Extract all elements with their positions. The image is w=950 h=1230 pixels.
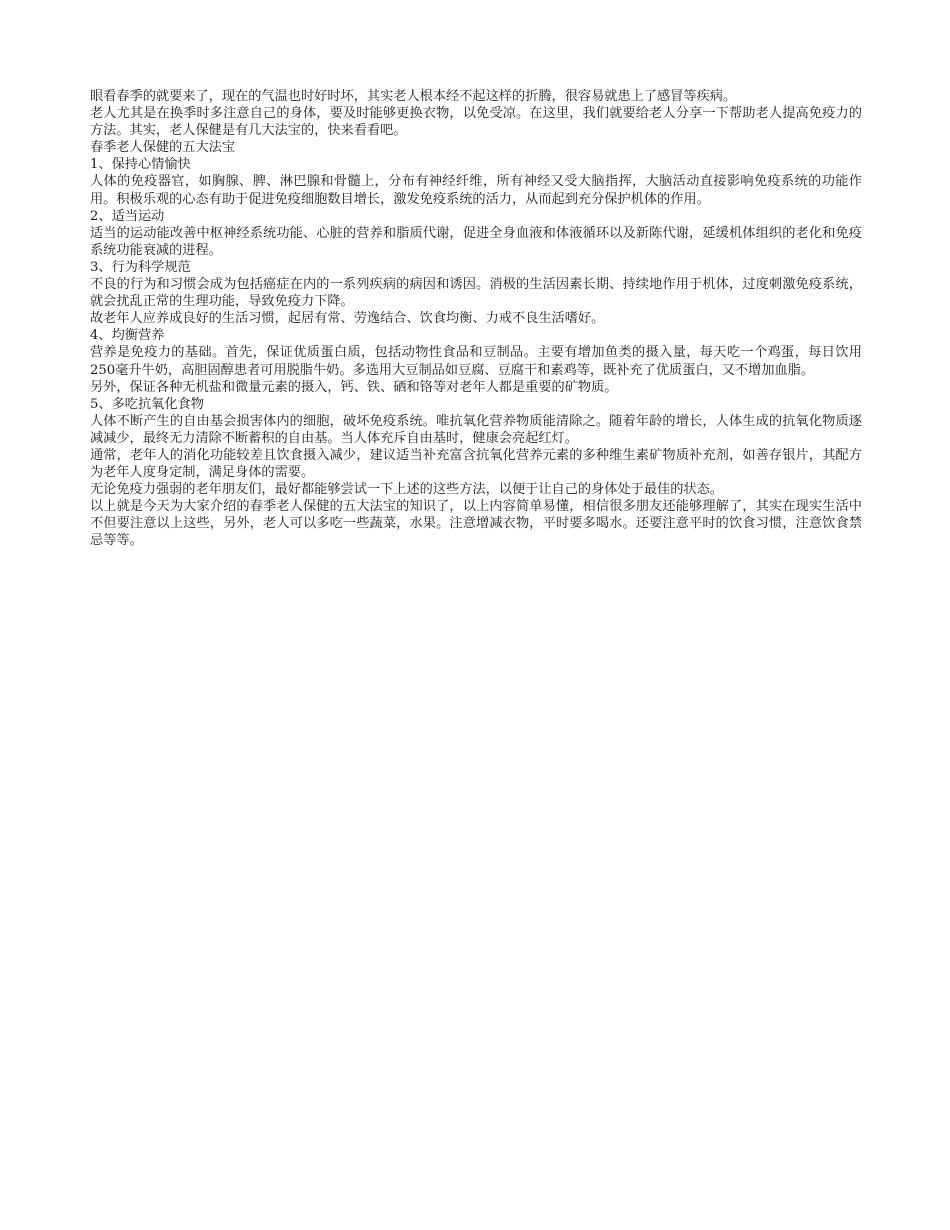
intro-paragraph: 眼看春季的就要来了，现在的气温也时好时坏，其实老人根本经不起这样的折腾，很容易就患上了感冒等疾病。	[90, 89, 737, 104]
section-paragraph: 人体的免疫器官，如胸腺、脾、淋巴腺和骨髓上，分布有神经纤维，所有神经又受大脑指挥，大脑活动直接影响免疫系统的功能作用。积极乐观的心态有助于促进免疫细胞数目增长，激发免疫系统的活力，从而起到充分保护机体的作用。	[90, 174, 862, 207]
section-heading: 4、均衡营养	[90, 328, 165, 344]
section-paragraph: 通常，老年人的消化功能较差且饮食摄入减少，建议适当补充富含抗氧化营养元素的多种维生素矿物质补充剂，如善存银片，其配方为老年人度身定制，满足身体的需要。	[90, 447, 862, 481]
section-heading: 3、行为科学规范	[90, 259, 191, 275]
section-paragraph: 适当的运动能改善中枢神经系统功能、心脏的营养和脂质代谢，促进全身血液和体液循环以及新陈代谢，延缓机体组织的老化和免疫系统功能衰减的进程。	[90, 225, 862, 258]
section-paragraph: 故老年人应养成良好的生活习惯，起居有常、劳逸结合、饮食均衡、力戒不良生活嗜好。	[90, 311, 605, 327]
section-paragraph: 不良的行为和习惯会成为包括癌症在内的一系列疾病的病因和诱因。消极的生活因素长期、持续地作用于机体，过度刺激免疫系统，就会扰乱正常的生理功能，导致免疫力下降。	[90, 277, 862, 310]
section-heading: 5、多吃抗氧化食物	[90, 396, 204, 412]
section-heading: 1、保持心情愉快	[90, 157, 191, 173]
section-heading: 2、适当运动	[90, 208, 165, 224]
intro-paragraph: 老人尤其是在换季时多注意自己的身体，要及时能够更换衣物，以免受凉。在这里，我们就要给老人分享一下帮助老人提高免疫力的方法。其实，老人保健是有几大法宝的，快来看看吧。	[90, 106, 862, 139]
section-paragraph: 人体不断产生的自由基会损害体内的细胞，破坏免疫系统。唯抗氧化营养物质能清除之。随着年龄的增长，人体生成的抗氧化物质逐减减少，最终无力清除不断蓄积的自由基。当人体充斥自由基时，健康会亮起红灯。	[90, 413, 862, 446]
section-paragraph: 另外，保证各种无机盐和微量元素的摄入，钙、铁、硒和铬等对老年人都是重要的矿物质。	[90, 379, 618, 395]
section-paragraph: 营养是免疫力的基础。首先，保证优质蛋白质，包括动物性食品和豆制品。主要有增加鱼类的摄入量，每天吃一个鸡蛋，每日饮用250毫升牛奶，高胆固醇患者可用脱脂牛奶。多选用大豆制品如豆腐、豆腐干和素鸡等，既补充了优质蛋白，又不增加血脂。	[90, 345, 862, 378]
document-body	[90, 88, 862, 550]
document-title: 春季老人保健的五大法宝	[90, 140, 236, 156]
closing-paragraph: 以上就是今天为大家介绍的春季老人保健的五大法宝的知识了，以上内容简单易懂，相信很多朋友还能够理解了，其实在现实生活中不但要注意以上这些，另外，老人可以多吃一些蔬菜，水果。注意增减衣物，平时要多喝水。还要注意平时的饮食习惯，注意饮食禁忌等等。	[90, 499, 862, 549]
closing-paragraph: 无论免疫力强弱的老年朋友们，最好都能够尝试一下上述的这些方法，以便于让自己的身体处于最佳的状态。	[90, 482, 723, 498]
